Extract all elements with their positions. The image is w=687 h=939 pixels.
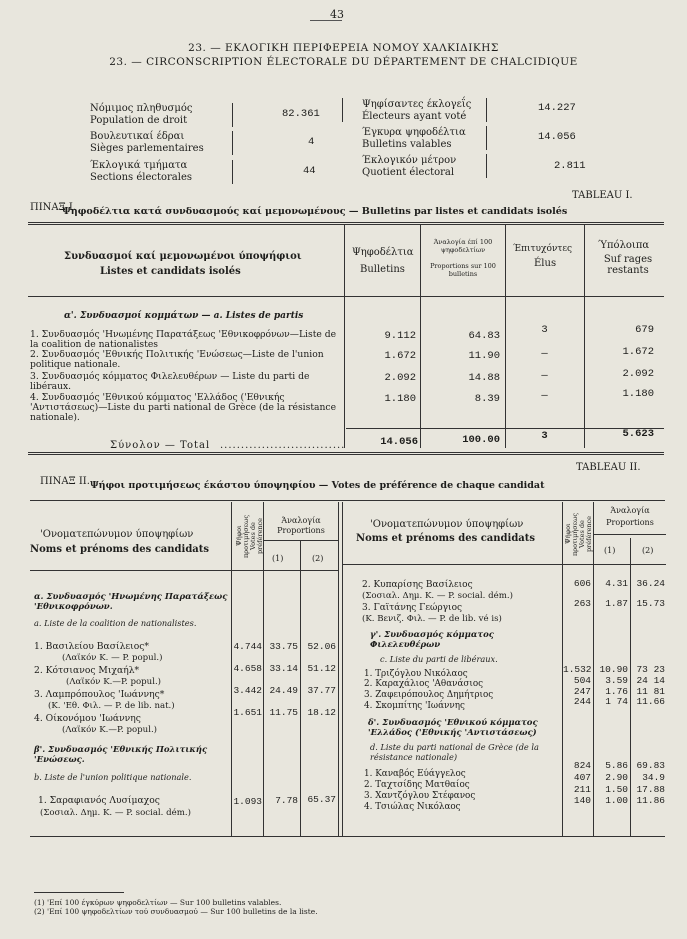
table1-rest: 2.092 (622, 368, 654, 380)
table2-candidate-name: 2. Κότσιανος Μιχαήλ* (34, 665, 140, 676)
table2-candidate-party: (Σοσιαλ. Δημ. Κ. — P. social. dém.) (40, 808, 191, 818)
brace-line (232, 131, 233, 155)
table2-candidate-name: 2. Κυπαρίσης Βασίλειος (362, 580, 473, 590)
table2-candidate-party: (Λαϊκόν Κ. — P. popul.) (62, 653, 163, 663)
table2-group-sub: c. Liste du parti de libéraux. (380, 654, 498, 664)
table1-col-prop-fr: Proportions sur 100 bulletins (430, 262, 496, 278)
table2-col-name-gr: 'Ονοματεπώνυμον ύποψηφίων (370, 519, 524, 530)
table2-candidate-party: (Λαϊκόν Κ.—P. popul.) (66, 677, 162, 687)
table2-votes: 4.658 (233, 663, 262, 674)
summary-label-fr: Sièges parlementaires (90, 143, 204, 154)
table1-total-prop: 100.00 (462, 434, 500, 446)
table2-p2: 15.73 (636, 598, 665, 609)
table2-candidate-name: 2. Καραχάλιος 'Αθανάσιος (364, 679, 484, 689)
table2-col2: (2) (642, 546, 654, 555)
table1-col-header-fr: Listes et candidats isolés (100, 266, 241, 277)
table1-title: Ψηφοδέλτια κατά συνδυασμούς καί μεμονωμένους — Bulletins par listes et candidats isolés (62, 206, 568, 217)
table1-col-bulletins-gr: Ψηφοδέλτια (352, 247, 414, 258)
heading-greek: 23. — ΕΚΛΟΓΙΚΗ ΠΕΡΙΦΕΡΕΙΑ ΝΟΜΟΥ ΧΑΛΚΙΔΙΚΗΣ (188, 42, 499, 54)
table2-label-gr: ΠΙΝΑΞ ΙΙ. (40, 476, 90, 487)
table1-bulletins: 2.092 (384, 372, 416, 384)
table2-candidate-name: 3. Χαντζόγλου Στέφανος (364, 791, 476, 801)
table1-row-label: 3. Συνδυασμός κόμματος Φιλελευθέρων — Liste du parti de libéraux. (30, 371, 310, 392)
table2-p2: 17.88 (636, 784, 665, 795)
summary-value: 44 (303, 165, 316, 177)
table1-total-rest: 5.623 (622, 428, 654, 440)
table2-p2: 51.12 (307, 663, 336, 674)
footnote-rule (34, 892, 124, 893)
rule (30, 836, 665, 837)
table2-p2: 11.66 (636, 696, 665, 707)
table1-prop: 11.90 (468, 350, 500, 362)
table1-col-bulletins-fr: Bulletins (360, 264, 405, 275)
table2-p2: 65.37 (307, 794, 336, 805)
table1-col-rest-fr: Suf rages restants (603, 254, 653, 276)
footnote: (2) 'Επί 100 ψηφοδελτίων τού συνδυασμού — Sur 100 bulletins de la liste. (34, 907, 318, 916)
rule (264, 540, 338, 541)
table2-candidate-name: 1. Σαραφιανός Λυσίμαχος (38, 795, 160, 806)
summary-value: 14.056 (538, 131, 576, 143)
table2-votes: 606 (573, 578, 591, 589)
rule (28, 296, 664, 297)
page-number: 43 (330, 8, 344, 21)
table2-p1: 33.75 (269, 641, 298, 652)
table2-p1: 10.90 (599, 664, 628, 675)
table2-col-prop-gr: Άναλογία (281, 516, 321, 525)
table1-prop: 64.83 (468, 330, 500, 342)
table2-col1: (1) (272, 554, 284, 563)
brace-line (232, 160, 233, 184)
table2-votes: 211 (573, 784, 591, 795)
table1-bulletins: 9.112 (384, 330, 416, 342)
table1-total-bulletins: 14.056 (380, 436, 418, 448)
table2-candidate-party: (Κ. 'Εθ. Φιλ. — P. de lib. nat.) (48, 701, 175, 711)
footnote: (1) 'Επί 100 έγκύρων ψηφοδελτίων — Sur 100 bulletins valables. (34, 898, 282, 907)
col-divider (338, 502, 339, 836)
table2-p1: 1.00 (605, 795, 628, 806)
summary-value: 14.227 (538, 102, 576, 114)
table2-votes: 3.442 (233, 685, 262, 696)
table1-rest: 1.180 (622, 388, 654, 400)
table1-bulletins: 1.180 (384, 393, 416, 405)
table2-votes: 247 (573, 686, 591, 697)
col-divider (342, 502, 343, 836)
table2-votes: 1.532 (563, 664, 592, 675)
table1-col-header-gr: Συνδυασμοί καί μεμονωμένοι ύποψήφιοι (64, 251, 302, 262)
summary-label-gr: Έκλογικόν μέτρον (362, 155, 457, 166)
table1-prop: 8.39 (474, 393, 500, 405)
table2-group-sub: d. Liste du parti national de Grèce (de la résistance nationale) (370, 742, 539, 762)
heading-french: 23. — CIRCONSCRIPTION ÉLECTORALE DU DÉPARTEMENT DE CHALCIDIQUE (109, 56, 578, 68)
table1-total-label: Σύνολον — Total (110, 440, 211, 451)
table2-group-header: β'. Συνδυασμός 'Εθνικής Πολιτικής 'Ενώσεως. (34, 745, 208, 765)
brace-line (486, 126, 487, 150)
table2-p1: 3.59 (605, 675, 628, 686)
table2-candidate-party: (Κ. Βενιζ. Φιλ. — P. de lib. vé is) (362, 614, 502, 624)
table1-section: α'. Συνδυασμοί κομμάτων — a. Listes de partis (64, 311, 304, 321)
summary-label-gr: Νόμιμος πληθυσμός (90, 103, 193, 114)
summary-label-fr: Population de droit (90, 115, 188, 126)
rule (28, 222, 664, 223)
table2-votes: 504 (573, 675, 591, 686)
table2-col-votes-left: Ψήφοι προτιμήσεως Votes de préférence (235, 514, 264, 558)
table2-candidate-name: 4. Οίκονόμου 'Ιωάννης (34, 713, 141, 724)
table1-row-label: 1. Συνδυασμός 'Ηνωμένης Παρατάξεως 'Εθνικοφρόνων—Liste de la coalition de nationalistes (30, 329, 337, 350)
table2-p2: 18.12 (307, 707, 336, 718)
table1-rest: 679 (635, 324, 654, 336)
table2-p2: 73 23 (636, 664, 665, 675)
table2-col2: (2) (312, 554, 324, 563)
table2-votes: 244 (573, 696, 591, 707)
brace-line (486, 98, 487, 122)
table2-votes: 1.093 (233, 796, 262, 807)
table2-candidate-name: 3. Λαμπρόπουλος 'Ιωάννης* (34, 689, 165, 700)
table2-p1: 1.87 (605, 598, 628, 609)
table2-p1: 1.50 (605, 784, 628, 795)
table2-col-name-fr: Noms et prénoms des candidats (30, 544, 210, 555)
table2-votes: 824 (573, 760, 591, 771)
col-divider (584, 224, 585, 448)
col-divider (505, 224, 506, 448)
table1-col-rest-gr: Ύπόλοιπα (598, 240, 650, 251)
summary-label-gr: Έγκυρα ψηφοδέλτια (362, 127, 466, 138)
summary-label-gr: Έκλογικά τμήματα (90, 160, 188, 171)
summary-value: 2.811 (554, 160, 586, 172)
rule (28, 454, 664, 455)
brace-line (486, 154, 487, 178)
table1-col-elus-gr: Έπιτυχόντες (513, 244, 573, 254)
table1-row-label: 2. Συνδυασμός 'Εθνικής Πολιτικής 'Ενώσεως—Liste de l'union politique nationale. (30, 349, 324, 370)
table1-label-gr: ΠΙΝΑΞ Ι. (30, 202, 76, 213)
table2-p2: 52.06 (307, 641, 336, 652)
table2-p1: 4.31 (605, 578, 628, 589)
rule (342, 564, 666, 565)
table2-p1: 1 74 (605, 696, 628, 707)
page-number-rule (310, 20, 342, 21)
table2-p2: 69.83 (636, 760, 665, 771)
table1-col-elus-fr: Élus (534, 258, 557, 269)
table2-p1: 2.90 (605, 772, 628, 783)
table2-p2: 11.86 (636, 795, 665, 806)
table2-p1: 24.49 (269, 685, 298, 696)
table2-group-header: α. Συνδυασμός 'Ηνωμένης Παρατάξεως 'Εθνικοφρόνων. (34, 592, 228, 612)
table2-p2: 11 81 (636, 686, 665, 697)
rule (30, 500, 665, 501)
summary-label-fr: Électeurs ayant voté (362, 111, 467, 122)
table2-p1: 33.14 (269, 663, 298, 674)
table2-p1: 7.78 (275, 795, 298, 806)
table2-col-name-gr: 'Ονοματεπώνυμον ύποψηφίων (40, 529, 194, 540)
table2-group-header: γ'. Συνδυασμός κόμματος Φιλελευθέρων (370, 630, 494, 650)
table2-candidate-name: 3. Γαϊτάνης Γεώργιος (362, 603, 463, 613)
table2-p2: 37.77 (307, 685, 336, 696)
table2-p2: 36.24 (636, 578, 665, 589)
table2-p1: 1.76 (605, 686, 628, 697)
col-divider (344, 224, 345, 448)
table2-col-prop-gr: Άναλογία (610, 506, 650, 515)
table2-votes: 1.651 (233, 707, 262, 718)
document-page: 43 23. — ΕΚΛΟΓΙΚΗ ΠΕΡΙΦΕΡΕΙΑ ΝΟΜΟΥ ΧΑΛΚΙΔΙΚΗΣ 23. — CIRCONSCRIPTION ÉLECTORALE DU DÉPARTEMENT DE CHALCIDIQUE Νόμιμος πληθυσμός Population de droit 82.361 Βουλευτικαί έδραι Sièges parlementaires 4 Έκλογικά τμήματα Sections électorales 44 Ψηφίσαντες έκλογεΐς Électeurs ayant voté 14.227 Έγκυρα ψηφοδέλτια Bulletins valables 14.056 Έκλογικόν μέτρον Quotient électoral 2.811 ΠΙΝΑΞ Ι. TABLEAU I. Ψηφοδέλτια κατά συνδυασμούς καί μεμονωμένους — Bulletins par listes et candidats isolés Συνδυασμοί καί μεμονωμένοι ύποψήφιοι Listes et candidats isolés Ψηφοδέλτια Bulletins Άναλογία έπί 100 ψηφοδελτίων Proportions sur 100 bulletins Έπιτυχόντες Élus Ύπόλοιπα Suf rages restants α'. Συνδυασμοί κομμάτων — a. Listes de partis 1. Συνδυασμός 'Ηνωμένης Παρατάξεως 'Εθνικοφρόνων—Liste de la coalition de nationalistes 9.112 64.83 3 679 2. Συνδυασμός 'Εθνικής Πολιτικής 'Ενώσεως—Liste de l'union politique nationale. 1.672 11.90 — 1.672 3. Συνδυασμός κόμματος Φιλελευθέρων — Liste du parti de libéraux. 2.092 14.88 — 2.092 4. Συνδυασμός 'Εθνικού κόμματος 'Ελλάδος ('Εθνικής 'Αντιστάσεως)—Liste du parti national de Grèce (de la résistance nationale). 1.180 8.39 — 1.180 Σύνολον — Total .............................. 14.056 100.00 3 5.623 ΠΙΝΑΞ ΙΙ. TABLEAU II. Ψήφοι προτιμήσεως έκάστου ύποψηφίου — Votes de préférence de chaque candidat 'Ονοματεπώνυμον ύποψηφίων Noms et prénoms des candidats Ψήφοι προτιμήσεως Votes de préférence Άναλογία Proportions (1) (2) 'Ονοματεπώνυμον ύποψηφίων Noms et prénoms des candidats Ψήφοι προτιμήσεως Votes de préférence Άναλογία Proportions (1) (2) α. Συνδυασμός 'Ηνωμένης Παρατάξεως 'Εθνικοφρόνων. a. Liste de la coalition de nationalistes. 1. Βασιλείου Βασίλειος* (Λαϊκόν Κ. — P. popul.) 4.744 33.75 52.06 2. Κότσιανος Μιχαήλ* (Λαϊκόν Κ.—P. popul.) 4.658 33.14 51.12 3. Λαμπρόπουλος 'Ιωάννης* (Κ. 'Εθ. Φιλ. — P. de lib. nat.) 3.442 24.49 37.77 4. Οίκονόμου 'Ιωάννης (Λαϊκόν Κ.—P. popul.) 1.651 11.75 18.12 β'. Συνδυασμός 'Εθνικής Πολιτικής 'Ενώσεως. b. Liste de l'union politique nationale. 1. Σαραφιανός Λυσίμαχος (Σοσιαλ. Δημ. Κ. — P. social. dém.) 1.093 7.78 65.37 2. Κυπαρίσης Βασίλειος (Σοσιαλ. Δημ. Κ. — P. social. dém.) 606 4.31 36.24 3. Γαϊτάνης Γεώργιος (Κ. Βενιζ. Φιλ. — P. de lib. vé is) 263 1.87 15.73 γ'. Συνδυασμός κόμματος Φιλελευθέρων c. Liste du parti de libéraux. 1. Τριζόγλου Νικόλαος 1.532 10.90 73 23 2. Καραχάλιος 'Αθανάσιος 504 3.59 24 14 3. Ζαφειρόπουλος Δημήτριος 247 1.76 11 81 4. Σκομπίτης 'Ιωάννης 244 1 74 11.66 δ'. Συνδυασμός 'Εθνικού κόμματος 'Ελλάδος ('Εθνικής 'Αντιστάσεως) d. Liste du parti national de Grèce (de la résistance nationale) 1. Καναβός Εύάγγελος 824 5.86 69.83 2. Ταχτσίδης Ματθαίος 407 2.90 34.9 3. Χαντζόγλου Στέφανος 211 1.50 17.88 4. Τσιώλας Νικόλαος 140 1.00 11.86 (1) 'Επί 100 έγκύρων ψηφοδελτίων — Sur 100 bulletins valables. (2) 'Επί 100 ψηφοδελτίων τού συνδυασμού — Sur 100 bulletins de la liste. (0, 0, 687, 939)
table1-label-fr: TABLEAU I. (572, 190, 633, 201)
rule (594, 534, 666, 535)
summary-value: 82.361 (282, 108, 320, 120)
table2-p1: 5.86 (605, 760, 628, 771)
table1-prop: 14.88 (468, 372, 500, 384)
table1-elus: 3 (541, 324, 548, 336)
table1-elus: — (541, 370, 548, 382)
table2-group-sub: a. Liste de la coalition de nationalistes. (34, 618, 197, 628)
table2-col1: (1) (604, 546, 616, 555)
table2-p2: 34.9 (642, 772, 665, 783)
table2-candidate-party: (Σοσιαλ. Δημ. Κ. — P. social. dém.) (362, 591, 513, 601)
summary-value: 4 (308, 136, 315, 148)
table1-elus: — (541, 348, 548, 360)
table2-col-votes-right: Ψήφοι προτιμήσεως Votes de préférence (564, 512, 593, 556)
table2-candidate-name: 1. Τριζόγλου Νικόλαος (364, 669, 468, 679)
table1-elus: — (541, 390, 548, 402)
brace-line (342, 98, 343, 122)
table1-rest: 1.672 (622, 346, 654, 358)
rule (30, 570, 338, 571)
table2-votes: 263 (573, 598, 591, 609)
table2-votes: 140 (573, 795, 591, 806)
table2-candidate-name: 4. Σκομπίτης 'Ιωάννης (364, 701, 465, 711)
summary-label-gr: Ψηφίσαντες έκλογεΐς (362, 99, 472, 110)
rule (28, 224, 664, 225)
table2-col-name-fr: Noms et prénoms des candidats (356, 533, 536, 544)
summary-label-fr: Sections électorales (90, 172, 193, 183)
summary-label-fr: Quotient électoral (362, 167, 455, 178)
table2-title: Ψήφοι προτιμήσεως έκάστου ύποψηφίου — Votes de préférence de chaque candidat (90, 480, 545, 491)
summary-label-gr: Βουλευτικαί έδραι (90, 131, 185, 142)
table2-candidate-name: 1. Καναβός Εύάγγελος (364, 769, 466, 779)
table1-total-elus: 3 (541, 430, 548, 442)
table2-p1: 11.75 (269, 707, 298, 718)
table1-bulletins: 1.672 (384, 350, 416, 362)
table1-row-label: 4. Συνδυασμός 'Εθνικού κόμματος 'Ελλάδος ('Εθνικής 'Αντιστάσεως)—Liste du parti national de Grèce (de la résistance nationale). (30, 392, 337, 423)
summary-label-fr: Bulletins valables (362, 139, 452, 150)
col-divider (420, 224, 421, 448)
brace-line (232, 103, 233, 127)
table2-candidate-name: 2. Ταχτσίδης Ματθαίος (364, 780, 470, 790)
table2-votes: 4.744 (233, 641, 262, 652)
table2-votes: 407 (573, 772, 591, 783)
table2-col-prop-fr: Proportions (606, 518, 654, 527)
table2-label-fr: TABLEAU II. (576, 462, 641, 473)
table2-candidate-name: 1. Βασιλείου Βασίλειος* (34, 641, 150, 652)
table2-group-header: δ'. Συνδυασμός 'Εθνικού κόμματος 'Ελλάδος ('Εθνικής 'Αντιστάσεως) (368, 718, 538, 738)
table2-candidate-name: 4. Τσιώλας Νικόλαος (364, 802, 461, 812)
table2-candidate-name: 3. Ζαφειρόπουλος Δημήτριος (364, 690, 494, 700)
table2-col-prop-fr: Proportions (277, 526, 325, 535)
rule (28, 452, 664, 453)
table1-col-prop-gr: Άναλογία έπί 100 ψηφοδελτίων (433, 238, 493, 254)
table2-candidate-party: (Λαϊκόν Κ.—P. popul.) (62, 725, 158, 735)
table2-p2: 24 14 (636, 675, 665, 686)
table2-group-sub: b. Liste de l'union politique nationale. (34, 772, 192, 782)
